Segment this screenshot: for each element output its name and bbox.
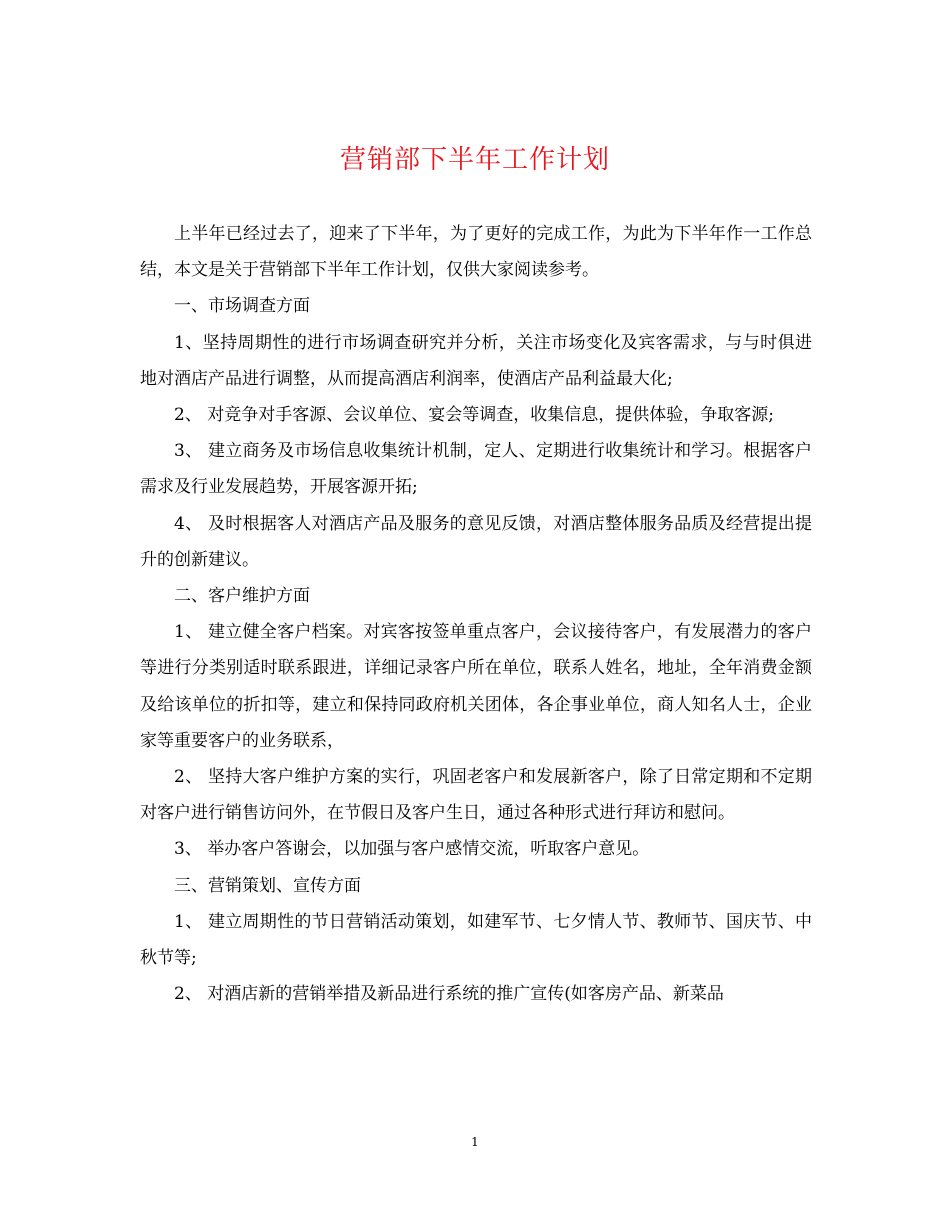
list-item: 1、 建立健全客户档案。对宾客按签单重点客户，会议接待客户，有发展潜力的客户等进行分类别适时联系跟进，详细记录客户所在单位，联系人姓名，地址，全年消费金额及给该单位的折扣等，建立和保持同政府机关团体，各企事业单位，商人知名人士，企业家等重要客户的业务联系， <box>140 622 812 751</box>
document-body <box>140 216 812 1012</box>
list-item: 4、 及时根据客人对酒店产品及服务的意见反馈，对酒店整体服务品质及经营提出提升的创新建议。 <box>140 513 812 570</box>
page-number: 1 <box>471 1135 479 1149</box>
document-title: 营销部下半年工作计划 <box>339 145 610 175</box>
list-item: 1、 建立周期性的节日营销活动策划，如建军节、七夕情人节、教师节、国庆节、中秋节等; <box>140 911 812 969</box>
list-item: 2、 对酒店新的营销举措及新品进行系统的推广宣传(如客房产品、新菜品 <box>174 984 724 1005</box>
list-item: 2、 坚持大客户维护方案的实行，巩固老客户和发展新客户，除了日常定期和不定期对客户进行销售访问外，在节假日及客户生日，通过各种形式进行拜访和慰问。 <box>140 767 812 824</box>
section-heading-marketing-planning: 三、营销策划、宣传方面 <box>174 875 361 896</box>
intro-paragraph: 上半年已经过去了，迎来了下半年，为了更好的完成工作，为此为下半年作一工作总结，本文是关于营销部下半年工作计划，仅供大家阅读参考。 <box>140 224 812 281</box>
list-item: 3、 建立商务及市场信息收集统计机制，定人、定期进行收集统计和学习。根据客户需求及行业发展趋势，开展客源开拓; <box>140 441 812 498</box>
list-item: 1、坚持周期性的进行市场调查研究并分析，关注市场变化及宾客需求，与与时俱进地对酒店产品进行调整，从而提高酒店利润率，使酒店产品利益最大化; <box>140 332 812 389</box>
section-heading-market-research: 一、市场调查方面 <box>174 296 310 317</box>
list-item: 2、 对竞争对手客源、会议单位、宴会等调查，收集信息，提供体验，争取客源; <box>174 405 774 426</box>
list-item: 3、 举办客户答谢会，以加强与客户感情交流，听取客户意见。 <box>174 839 650 860</box>
section-heading-customer-maintenance: 二、客户维护方面 <box>174 586 310 607</box>
